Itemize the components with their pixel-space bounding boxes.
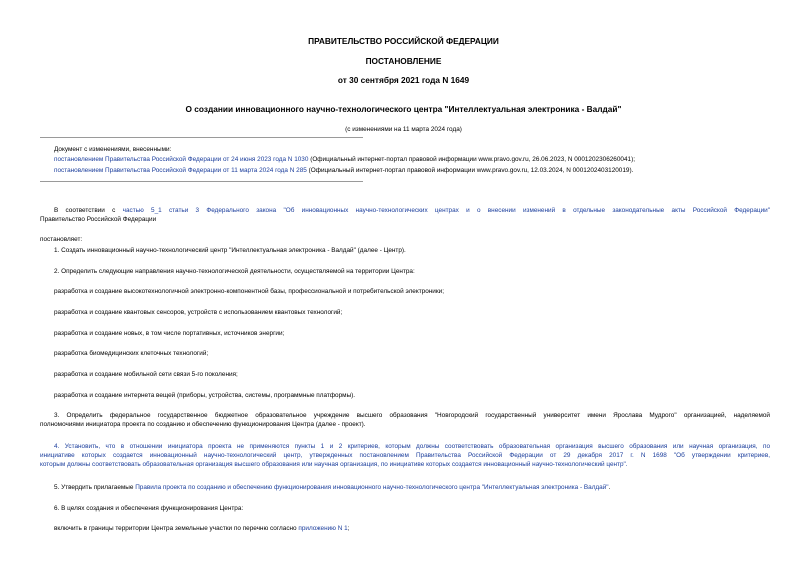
paragraph-4-line-2[interactable]: инициативе которых создается инновационный научно-технологический центр, утвержденных постановлением Правительства Российской Федерации от 29 декабря 2017 г. N 1698 "Об утверждении критериев,: [40, 452, 770, 459]
amendment-link[interactable]: постановлением Правительства Российской Федерации от 11 марта 2024 года N 285: [54, 167, 307, 174]
paragraph-6: 6. В целях создания и обеспечения функционирования Центра:: [54, 505, 244, 512]
direction-item: разработка и создание мобильной сети связи 5-го поколения;: [54, 371, 238, 378]
paragraph-1: 1. Создать инновационный научно-технологический центр "Интеллектуальная электроника - Валдай" (далее - Центр).: [54, 247, 406, 254]
amendments-intro: Документ с изменениями, внесенными:: [54, 146, 172, 153]
paragraph-6-item-1: [54, 525, 349, 533]
direction-item: разработка и создание новых, в том числе портативных, источников энергии;: [54, 330, 285, 337]
preamble-line-2: Правительство Российской Федерации: [40, 216, 157, 223]
amendment-source: (Официальный интернет-портал правовой информации www.pravo.gov.ru, 26.06.2023, N 0001202306260041);: [308, 156, 635, 163]
amendments-bottom-rule: [40, 181, 363, 182]
paragraph-6-item-suffix: ;: [347, 525, 350, 532]
paragraph-2-intro: 2. Определить следующие направления научно-технологической деятельности, осуществляемой на территории Центра:: [54, 268, 415, 275]
government-heading: ПРАВИТЕЛЬСТВО РОССИЙСКОЙ ФЕДЕРАЦИИ: [308, 36, 499, 46]
paragraph-4-line-3[interactable]: которым должны соответствовать образовательная организация высшего образования или научная организация, по инициативе которых создается инновационный научно-технологический центр".: [40, 461, 628, 468]
paragraph-4-line-1[interactable]: 4. Установить, что в отношении инициатора проекта не применяются пункты 1 и 2 критериев, которым должны соответствовать образовательная организация высшего образования или научная организация, по: [54, 443, 770, 450]
direction-item: разработка биомедицинских клеточных технологий;: [54, 350, 209, 357]
document-type: ПОСТАНОВЛЕНИЕ: [365, 56, 442, 66]
direction-item: разработка и создание квантовых сенсоров, устройств с использованием квантовых технологий;: [54, 309, 343, 316]
direction-item: разработка и создание высокотехнологичной электронно-компонентной базы, профессиональной и потребительской электроники;: [54, 288, 445, 295]
revision-note: (с изменениями на 11 марта 2024 года): [345, 126, 462, 133]
paragraph-6-item-prefix: включить в границы территории Центра земельные участки по перечню согласно: [54, 525, 299, 532]
amendment-source: (Официальный интернет-портал правовой информации www.pravo.gov.ru, 12.03.2024, N 0001202403120019).: [306, 167, 634, 174]
paragraph-3-line-1: 3. Определить федеральное государственное бюджетное образовательное учреждение высшего образования "Новгородский государственный университет имени Ярослава Мудрого" организацией, наделяемой: [54, 412, 770, 419]
paragraph-5-prefix: 5. Утвердить прилагаемые: [54, 484, 136, 491]
paragraph-3-line-2: полномочиями инициатора проекта по созданию и обеспечению функционирования Центра (далее - проект).: [40, 421, 366, 428]
federal-law-link[interactable]: частью 5_1 статьи 3 Федерального закона "Об инновационных научно-технологических центрах и о внесении изменений в отдельные законодательные акты Российской Федерации": [122, 207, 770, 214]
amendment-item: [54, 167, 633, 175]
appendix-1-link[interactable]: приложению N 1: [298, 525, 348, 532]
preamble-line: [40, 207, 770, 215]
direction-item: разработка и создание интернета вещей (приборы, устройства, системы, программные платформы).: [54, 392, 356, 399]
preamble-prefix: В соответствии с: [54, 207, 116, 214]
paragraph-5: [54, 484, 610, 492]
document-date-number: от 30 сентября 2021 года N 1649: [337, 75, 470, 85]
amendment-link[interactable]: постановлением Правительства Российской Федерации от 24 июня 2023 года N 1030: [54, 156, 309, 163]
amendment-item: [54, 156, 635, 164]
rules-link[interactable]: Правила проекта по созданию и обеспечению функционирования инновационного научно-технологического центра "Интеллектуальная электроника - Валдай": [135, 484, 609, 491]
paragraph-5-suffix: .: [608, 484, 611, 491]
document-title: О создании инновационного научно-технологического центра "Интеллектуальная электроника - Валдай": [185, 104, 622, 114]
resolves-label: постановляет:: [40, 236, 83, 243]
amendments-top-rule: [40, 137, 363, 138]
